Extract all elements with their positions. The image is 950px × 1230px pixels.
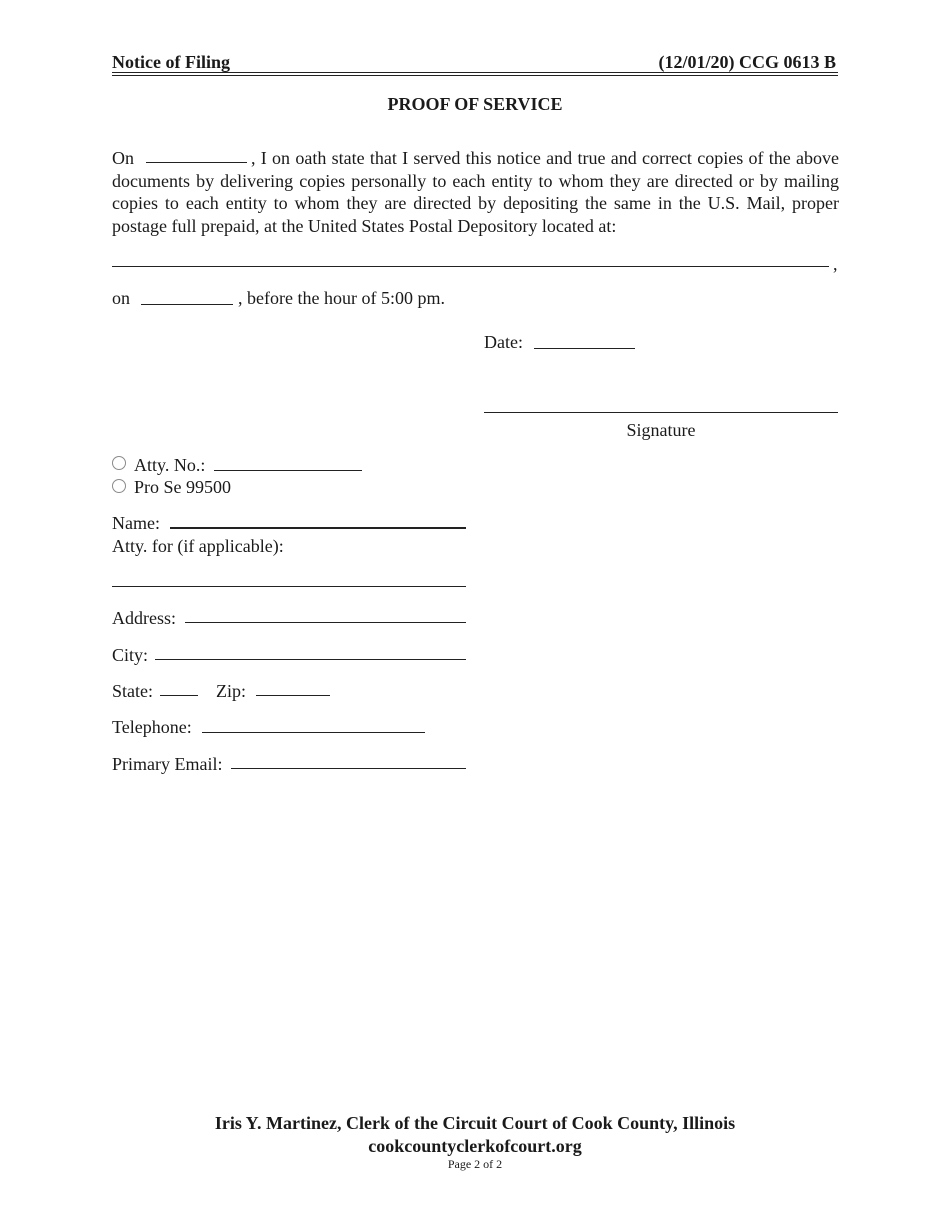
header-right: (12/01/20) CCG 0613 B	[658, 52, 836, 72]
atty-no-radio[interactable]	[112, 456, 126, 470]
date-label: Date:	[484, 332, 523, 352]
page-title: PROOF OF SERVICE	[387, 94, 563, 114]
city-label: City:	[112, 645, 149, 665]
atty-no-field[interactable]	[214, 470, 362, 471]
signature-label: Signature	[626, 420, 696, 440]
footer-clerk: Iris Y. Martinez, Clerk of the Circuit Court of Cook County, Illinois	[214, 1113, 736, 1133]
name-label: Name:	[112, 513, 160, 533]
address-line-comma: ,	[833, 254, 838, 274]
address-field[interactable]	[185, 622, 466, 623]
postal-depository-field[interactable]	[112, 266, 829, 267]
header-left: Notice of Filing	[112, 52, 230, 72]
email-label: Primary Email:	[112, 754, 223, 774]
zip-field[interactable]	[256, 695, 330, 696]
date-field[interactable]	[534, 348, 635, 349]
atty-for-field[interactable]	[112, 586, 466, 587]
footer-page-number: Page 2 of 2	[447, 1157, 503, 1171]
telephone-field[interactable]	[202, 732, 425, 733]
zip-label: Zip:	[216, 681, 246, 701]
service-paragraph-text: , I on oath state that I served this notice and true and correct copies of the above documents by delivering copies personally to each entity to whom they are directed or by mailing copies to each entity to whom they are directed by depositing the same in the U.S. Mail, proper postage full prepaid, at the United States Postal Depository located at:	[112, 148, 839, 236]
on-label: On	[112, 148, 134, 168]
telephone-label: Telephone:	[112, 717, 192, 737]
on-date-label: on	[112, 288, 130, 308]
state-field[interactable]	[160, 695, 198, 696]
header-rule	[112, 72, 838, 76]
state-label: State:	[112, 681, 153, 701]
pro-se-radio[interactable]	[112, 479, 126, 493]
name-field[interactable]	[170, 527, 466, 529]
signature-field[interactable]	[484, 412, 838, 413]
atty-for-label: Atty. for (if applicable):	[112, 536, 284, 556]
pro-se-label: Pro Se 99500	[134, 477, 232, 497]
footer-website: cookcountyclerkofcourt.org	[368, 1136, 582, 1156]
email-field[interactable]	[231, 768, 466, 769]
address-label: Address:	[112, 608, 176, 628]
city-field[interactable]	[155, 659, 466, 660]
mailing-date-field[interactable]	[141, 304, 233, 305]
atty-no-label: Atty. No.:	[134, 455, 206, 475]
on-date-suffix: , before the hour of 5:00 pm.	[238, 288, 445, 308]
service-paragraph	[112, 147, 839, 237]
